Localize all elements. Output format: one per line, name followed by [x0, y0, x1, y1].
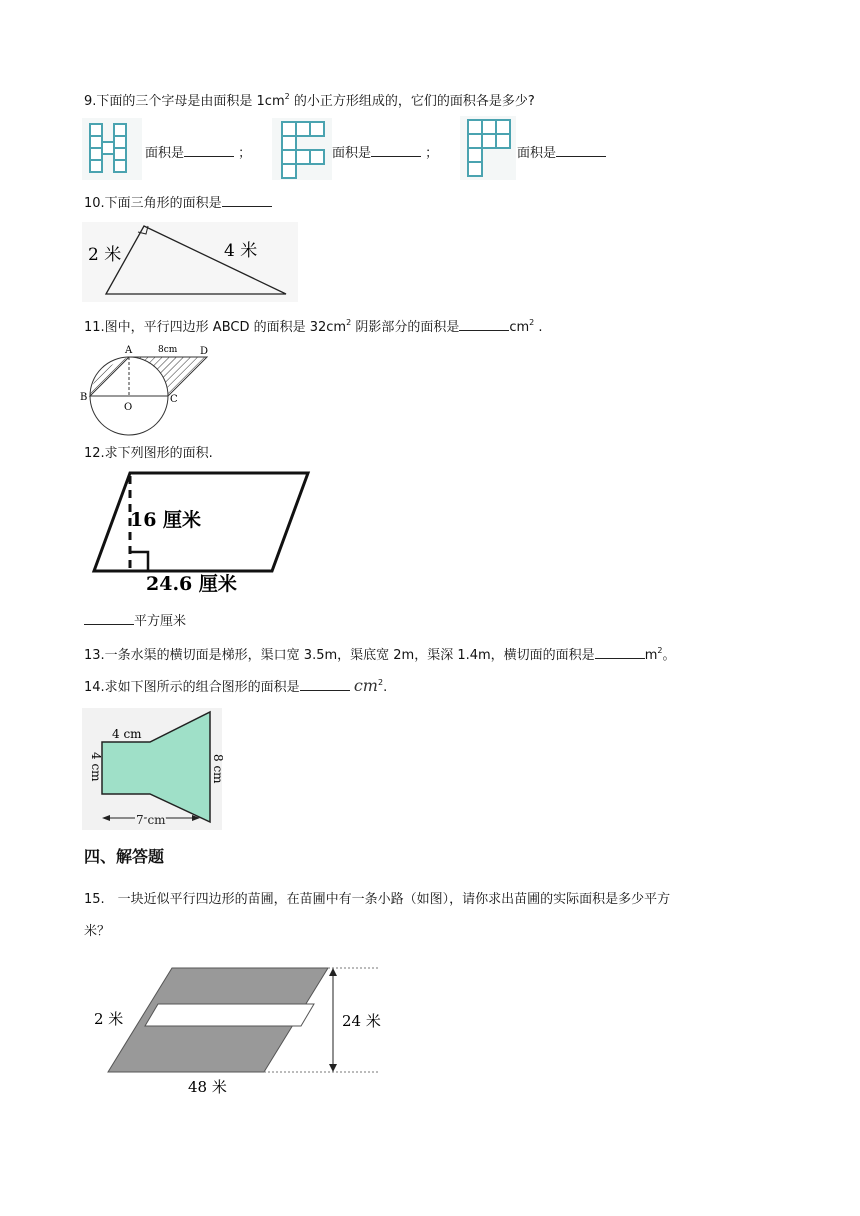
q9-label-1: 面积是: [145, 146, 185, 161]
right-label: 8 cm: [211, 754, 225, 784]
q9-answer-3: [517, 142, 606, 161]
base-label-15: 48 米: [188, 1078, 227, 1096]
label-8cm: 8cm: [158, 345, 178, 355]
q13-unit-sup: 2: [657, 646, 663, 655]
q11-text-b: 阴影部分的面积是: [351, 320, 460, 335]
q9-label-3: 面积是: [517, 146, 557, 161]
label-a: A: [125, 345, 133, 356]
letter-e-figure: [272, 118, 332, 180]
right-angle-mark-12: [130, 552, 148, 571]
height-label: 16 厘米: [130, 509, 202, 531]
label-b: B: [80, 392, 88, 403]
q9-sep-1: ；: [238, 146, 252, 161]
q9-sep-2: ；: [425, 146, 439, 161]
q9-blank-2[interactable]: [371, 144, 421, 157]
q11-sup: 2: [346, 318, 352, 327]
composite-figure: [82, 708, 225, 830]
q14-text-main: 14.求如下图所示的组合图形的面积是: [84, 680, 300, 695]
q12-blank[interactable]: [84, 612, 134, 625]
top-label: 4 cm: [112, 727, 142, 741]
q11-unit-sup: 2: [529, 318, 535, 327]
q11-blank[interactable]: [459, 318, 509, 331]
q12-answer-unit: 平方厘米: [134, 614, 187, 629]
q9-sup: 2: [284, 92, 290, 101]
parallelogram-figure: [90, 468, 314, 598]
q10-blank[interactable]: [222, 194, 272, 207]
path-strip: [145, 1004, 314, 1026]
q10-text: [84, 192, 272, 211]
q13-text-main: 13.一条水渠的横切面是梯形，渠口宽 3.5m，渠底宽 2m，渠深 1.4m，横切面的面积是: [84, 648, 595, 663]
q13-tail: 。: [662, 648, 676, 663]
label-o: O: [124, 402, 133, 413]
q10-text-main: 10.下面三角形的面积是: [84, 196, 222, 211]
q14-blank[interactable]: [300, 678, 350, 691]
q13-blank[interactable]: [595, 646, 645, 659]
q13-unit: m: [644, 648, 658, 663]
q11-unit: cm: [509, 320, 530, 335]
q12-answer: [84, 610, 186, 629]
q14-unit-sup: 2: [377, 678, 384, 687]
q14-text: [84, 676, 387, 695]
q14-tail: .: [383, 680, 388, 695]
letter-f-figure: [460, 116, 516, 180]
q9-text-a: 9.下面的三个字母是由面积是 1cm: [84, 94, 285, 109]
q9-text-b: 的小正方形组成的，它们的面积各是多少?: [289, 94, 535, 109]
bottom-label: 7 cm: [136, 813, 166, 827]
path-width-label: 2 米: [94, 1010, 124, 1028]
q9-blank-1[interactable]: [184, 144, 234, 157]
q11-text-a: 11.图中，平行四边形 ABCD 的面积是 32cm: [84, 320, 347, 335]
triangle-side-a-label: 2 米: [88, 245, 122, 265]
garden-figure: [90, 962, 390, 1102]
letter-h-figure: [82, 118, 142, 180]
q11-tail: .: [534, 320, 543, 335]
q9-text: [84, 90, 535, 109]
q14-unit: cm: [353, 676, 378, 695]
q9-label-2: 面积是: [332, 146, 372, 161]
label-d: D: [200, 346, 209, 357]
left-label: 4 cm: [89, 752, 103, 782]
q9-answer-1: [145, 142, 251, 161]
height-label-15: 24 米: [342, 1012, 381, 1030]
q9-answer-2: [332, 142, 438, 161]
q13-text: [84, 644, 675, 663]
q11-text: [84, 316, 543, 335]
triangle-figure: [82, 222, 298, 302]
q15-text-line2: 米？: [84, 924, 111, 939]
section-heading: 四、解答题: [84, 847, 165, 866]
q15-text-line1: 15. 一块近似平行四边形的苗圃，在苗圃中有一条小路（如图），请你求出苗圃的实际面积是多少平方: [84, 892, 671, 907]
q9-blank-3[interactable]: [556, 144, 606, 157]
triangle-side-b-label: 4 米: [224, 241, 258, 261]
circle-parallelogram-figure: [80, 340, 220, 432]
q12-text: 12.求下列图形的面积.: [84, 446, 213, 461]
base-label: 24.6 厘米: [146, 573, 237, 595]
label-c: C: [170, 394, 178, 405]
